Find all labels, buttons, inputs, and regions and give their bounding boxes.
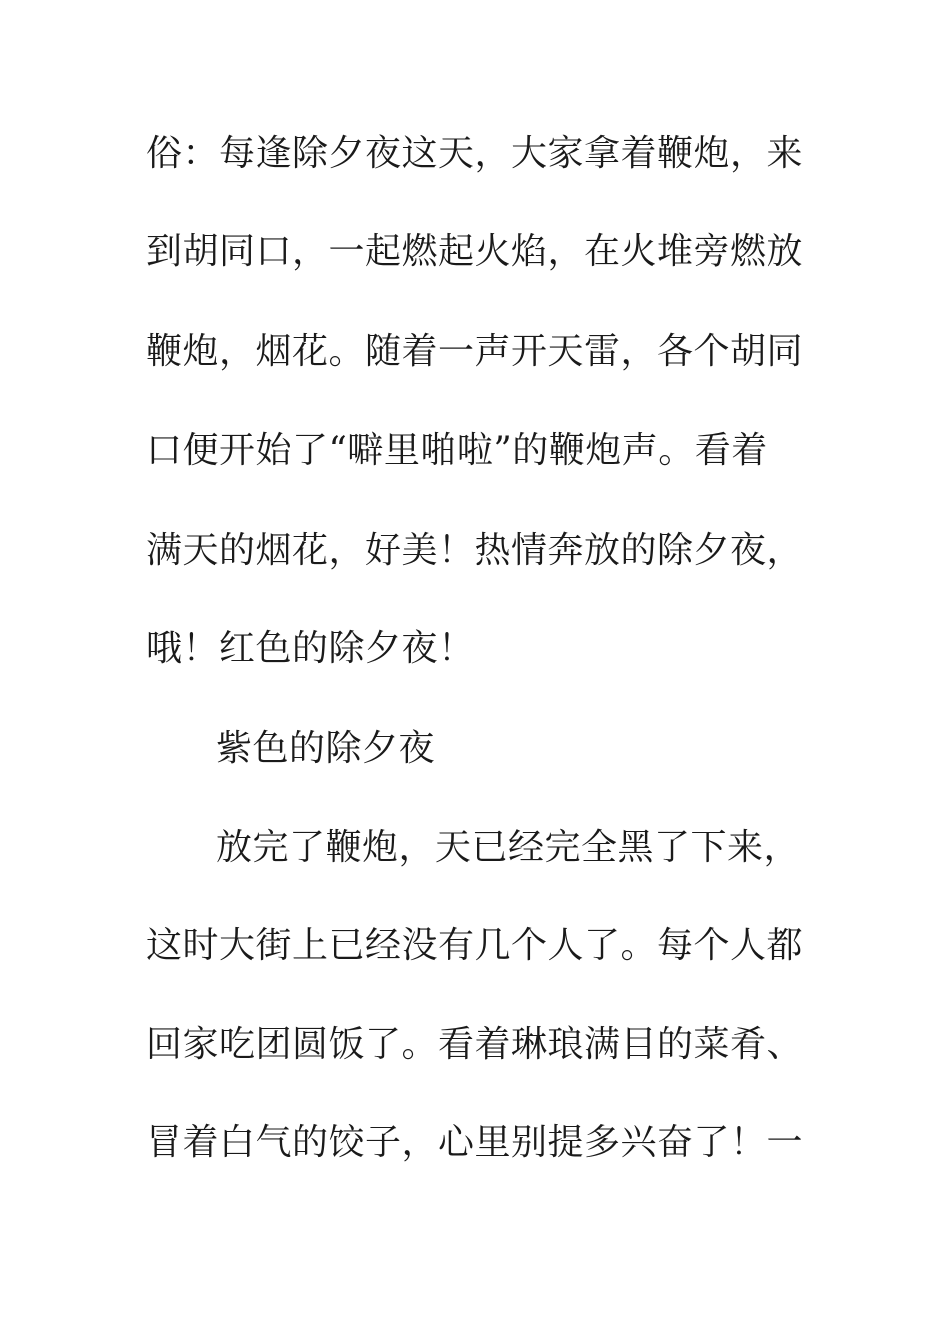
section-heading: 紫色的除夕夜 [216,728,436,769]
text-line: 冒着白气的饺子，心里别提多兴奋了！一 [146,1122,804,1163]
text-line: 口便开始了“噼里啪啦”的鞭炮声。看着 [146,430,768,471]
text-line: 满天的烟花，好美！热情奔放的除夕夜， [146,530,804,571]
text-line: 到胡同口，一起燃起火焰，在火堆旁燃放 [146,231,804,272]
text-line: 哦！红色的除夕夜！ [146,628,475,669]
text-line: 俗：每逢除夕夜这天，大家拿着鞭炮，来 [146,133,804,174]
text-line: 鞭炮，烟花。随着一声开天雷，各个胡同 [146,331,804,372]
text-line: 这时大街上已经没有几个人了。每个人都 [146,925,804,966]
text-line: 放完了鞭炮，天已经完全黑了下来， [216,827,801,868]
text-line: 回家吃团圆饭了。看着琳琅满目的菜肴、 [146,1024,804,1065]
